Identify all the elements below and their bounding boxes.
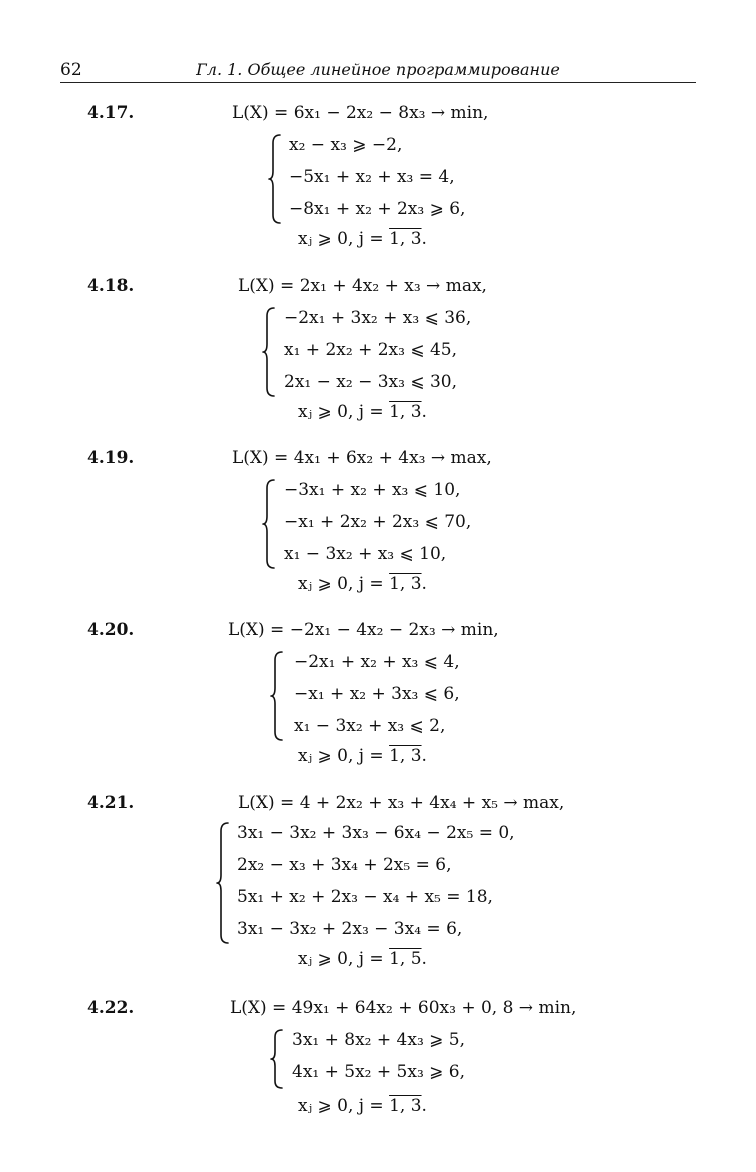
constraint-system xyxy=(262,306,562,398)
variable-domain xyxy=(298,949,427,969)
index-range: 1, 3 xyxy=(389,746,422,766)
index-range: 1, 5 xyxy=(389,949,422,969)
constraint-line: 3x₁ − 3x₂ + 2x₃ − 3x₄ = 6, xyxy=(237,919,463,939)
index-range: 1, 3 xyxy=(389,229,422,249)
constraint-line: 3x₁ − 3x₂ + 3x₃ − 6x₄ − 2x₅ = 0, xyxy=(237,823,515,843)
constraint-line: −2x₁ + x₂ + x₃ ⩽ 4, xyxy=(294,652,460,672)
domain-condition: xⱼ ⩾ 0, j = xyxy=(298,949,390,969)
constraint-system xyxy=(270,1028,570,1090)
problem-number: 4.18. xyxy=(87,276,135,296)
constraint-line: −x₁ + 2x₂ + 2x₃ ⩽ 70, xyxy=(284,512,472,532)
constraint-line: −8x₁ + x₂ + 2x₃ ⩾ 6, xyxy=(289,199,466,219)
constraint-line: 3x₁ + 8x₂ + 4x₃ ⩾ 5, xyxy=(292,1030,466,1050)
variable-domain xyxy=(298,1096,427,1116)
objective-function: L(X) = −2x₁ − 4x₂ − 2x₃ → min, xyxy=(228,620,499,640)
running-title: Гл. 1. Общее линейное программирование xyxy=(196,60,560,79)
constraint-line: 4x₁ + 5x₂ + 5x₃ ⩾ 6, xyxy=(292,1062,466,1082)
constraint-line: x₁ − 3x₂ + x₃ ⩽ 10, xyxy=(284,544,447,564)
problem-number: 4.22. xyxy=(87,998,135,1018)
left-brace xyxy=(270,650,284,742)
domain-end: . xyxy=(421,746,427,766)
domain-condition: xⱼ ⩾ 0, j = xyxy=(298,1096,390,1116)
constraint-system xyxy=(262,478,562,570)
variable-domain xyxy=(298,402,427,422)
problem-number: 4.21. xyxy=(87,793,135,813)
domain-condition: xⱼ ⩾ 0, j = xyxy=(298,229,390,249)
domain-condition: xⱼ ⩾ 0, j = xyxy=(298,574,390,594)
index-range: 1, 3 xyxy=(389,1096,422,1116)
constraint-line: 2x₁ − x₂ − 3x₃ ⩽ 30, xyxy=(284,372,458,392)
left-brace xyxy=(268,133,282,225)
objective-function: L(X) = 2x₁ + 4x₂ + x₃ → max, xyxy=(238,276,487,296)
problem-number: 4.17. xyxy=(87,103,135,123)
left-brace xyxy=(262,306,276,398)
constraint-line: x₂ − x₃ ⩾ −2, xyxy=(289,135,403,155)
problem-number: 4.20. xyxy=(87,620,135,640)
domain-condition: xⱼ ⩾ 0, j = xyxy=(298,746,390,766)
constraint-system xyxy=(216,821,556,945)
objective-function: L(X) = 4 + 2x₂ + x₃ + 4x₄ + x₅ → max, xyxy=(238,793,565,813)
constraint-line: −3x₁ + x₂ + x₃ ⩽ 10, xyxy=(284,480,461,500)
domain-end: . xyxy=(421,1096,427,1116)
running-header xyxy=(60,60,696,84)
constraint-line: x₁ + 2x₂ + 2x₃ ⩽ 45, xyxy=(284,340,458,360)
constraint-line: 5x₁ + x₂ + 2x₃ − x₄ + x₅ = 18, xyxy=(237,887,493,907)
constraint-line: −x₁ + x₂ + 3x₃ ⩽ 6, xyxy=(294,684,460,704)
left-brace xyxy=(270,1028,284,1090)
constraint-line: −2x₁ + 3x₂ + x₃ ⩽ 36, xyxy=(284,308,472,328)
objective-function: L(X) = 6x₁ − 2x₂ − 8x₃ → min, xyxy=(232,103,489,123)
objective-function: L(X) = 49x₁ + 64x₂ + 60x₃ + 0, 8 → min, xyxy=(230,998,577,1018)
objective-function: L(X) = 4x₁ + 6x₂ + 4x₃ → max, xyxy=(232,448,492,468)
variable-domain xyxy=(298,574,427,594)
constraint-line: −5x₁ + x₂ + x₃ = 4, xyxy=(289,167,455,187)
domain-end: . xyxy=(421,402,427,422)
constraint-system xyxy=(270,650,570,742)
left-brace xyxy=(262,478,276,570)
index-range: 1, 3 xyxy=(389,402,422,422)
index-range: 1, 3 xyxy=(389,574,422,594)
problem-number: 4.19. xyxy=(87,448,135,468)
constraint-system xyxy=(268,133,568,225)
header-rule xyxy=(60,82,696,83)
variable-domain xyxy=(298,229,427,249)
domain-end: . xyxy=(421,949,427,969)
constraint-line: x₁ − 3x₂ + x₃ ⩽ 2, xyxy=(294,716,446,736)
domain-end: . xyxy=(421,229,427,249)
left-brace xyxy=(216,821,230,945)
page-number: 62 xyxy=(60,60,82,80)
domain-condition: xⱼ ⩾ 0, j = xyxy=(298,402,390,422)
variable-domain xyxy=(298,746,427,766)
domain-end: . xyxy=(421,574,427,594)
constraint-line: 2x₂ − x₃ + 3x₄ + 2x₅ = 6, xyxy=(237,855,452,875)
